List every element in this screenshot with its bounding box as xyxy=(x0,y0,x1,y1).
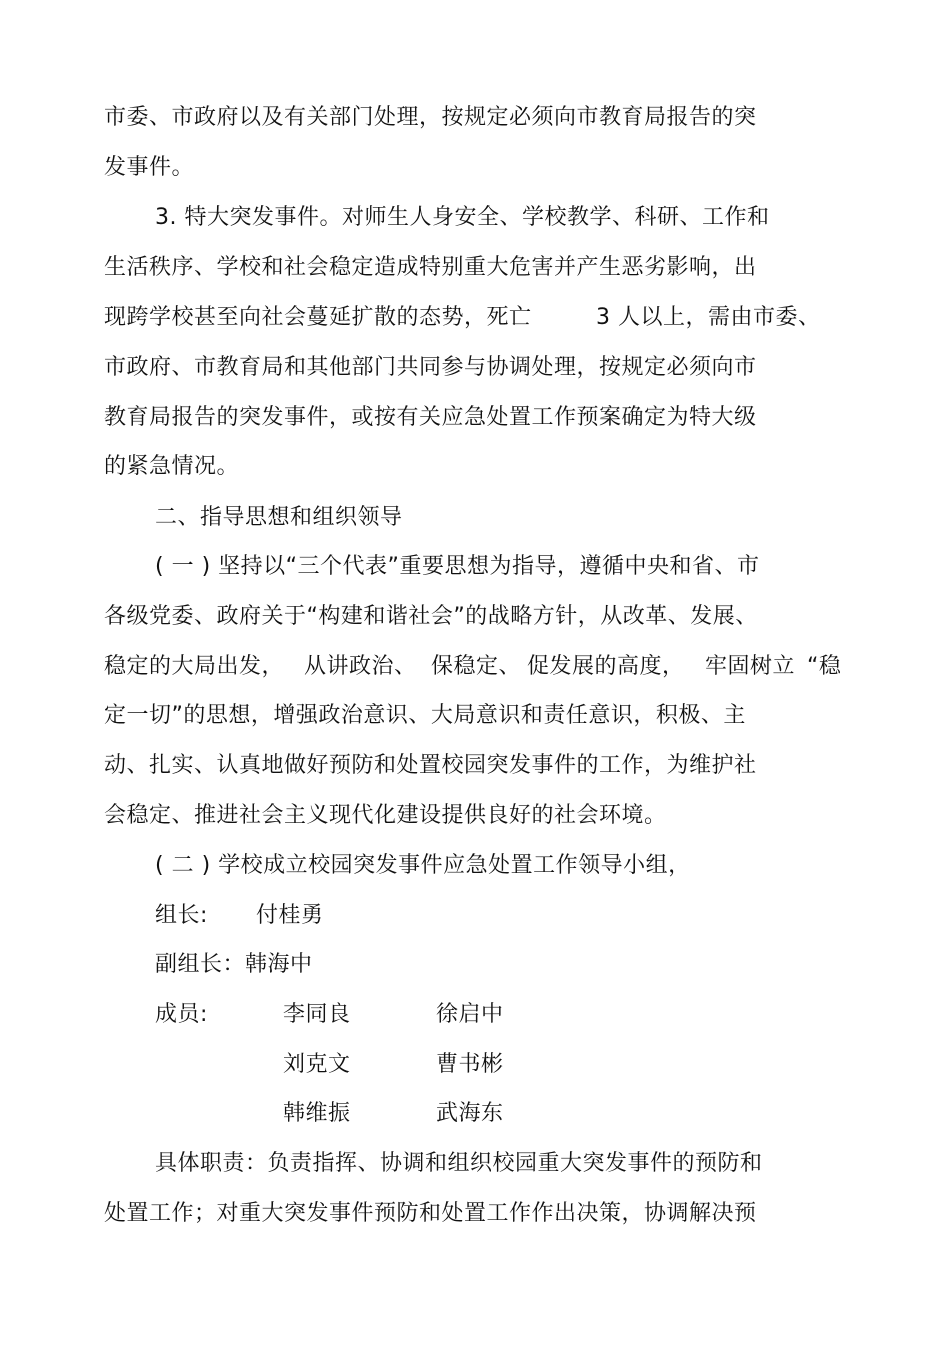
members-label: 成员: xyxy=(155,1002,208,1027)
member-name: 刘克文 xyxy=(283,1052,351,1077)
text-line: 的紧急情况。 xyxy=(104,454,240,479)
text-line: 稳定的大局出发， xyxy=(104,654,285,679)
text-line: 促发展的高度， xyxy=(527,654,685,679)
member-name: 徐启中 xyxy=(436,1002,504,1027)
text-line: 从讲政治、 xyxy=(304,654,417,679)
text-line: 发事件。 xyxy=(104,155,195,180)
text-line: 定一切”的思想，增强政治意识、大局意识和责任意识，积极、主 xyxy=(104,703,746,728)
section-heading: 二、指导思想和组织领导 xyxy=(155,505,403,530)
text-line: 3. 特大突发事件。对师生人身安全、学校教学、科研、工作和 xyxy=(155,205,770,230)
text-line: 生活秩序、学校和社会稳定造成特别重大危害并产生恶劣影响，出 xyxy=(104,255,757,280)
text-line: “稳 xyxy=(807,654,842,679)
member-name: 曹书彬 xyxy=(436,1052,504,1077)
text-line: 各级党委、政府关于“构建和谐社会”的战略方针，从改革、发展、 xyxy=(104,604,758,629)
text-line: 市委、市政府以及有关部门处理，按规定必须向市教育局报告的突 xyxy=(104,105,757,130)
text-line: ( 二 ) 学校成立校园突发事件应急处置工作领导小组， xyxy=(155,853,691,878)
member-name: 李同良 xyxy=(283,1002,351,1027)
text-line: 市政府、市教育局和其他部门共同参与协调处理，按规定必须向市 xyxy=(104,355,757,380)
text-line: 动、扎实、认真地做好预防和处置校园突发事件的工作，为维护社 xyxy=(104,753,757,778)
text-line: 教育局报告的突发事件，或按有关应急处置工作预案确定为特大级 xyxy=(104,405,757,430)
text-line: 具体职责：负责指挥、协调和组织校园重大突发事件的预防和 xyxy=(155,1151,763,1176)
leader-name: 付桂勇 xyxy=(256,903,324,928)
member-name: 韩维振 xyxy=(283,1101,351,1126)
text-line: 现跨学校甚至向社会蔓延扩散的态势，死亡 xyxy=(104,305,532,330)
text-line: 保稳定、 xyxy=(431,654,522,679)
text-line: ( 一 ) 坚持以“三个代表”重要思想为指导，遵循中央和省、市 xyxy=(155,554,760,579)
member-name: 武海东 xyxy=(436,1101,504,1126)
text-line: 会稳定、推进社会主义现代化建设提供良好的社会环境。 xyxy=(104,803,667,828)
deputy-leader: 副组长：韩海中 xyxy=(155,952,313,977)
leader-label: 组长: xyxy=(155,903,208,928)
text-line: 3 人以上，需由市委、 xyxy=(596,305,821,330)
text-line: 牢固树立 xyxy=(705,654,796,679)
text-line: 处置工作；对重大突发事件预防和处置工作作出决策，协调解决预 xyxy=(104,1201,757,1226)
